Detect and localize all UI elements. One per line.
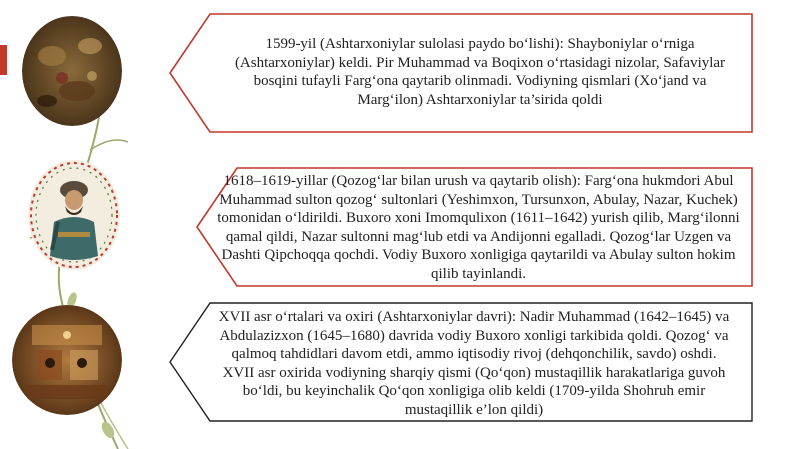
card-text: 1599-yil (Ashtarxoniylar sulolasi paydo bo‘lishi): Shayboniylar o‘rniga (Ashtarxoniylar) keldi. Pir Muhammad va Boqixon o‘rtasidagi nizolar, Safaviylar bosqini tufayli Farg‘ona qaytarib olinmadi. Vodiyning qismlari (Xo‘jand va Marg‘ilon) Ashtarxoniylar ta’sirida qoldi (234, 36, 726, 108)
info-card-xvii (170, 303, 752, 443)
historical-painting-image (22, 16, 122, 126)
card-text: 1618–1619-yillar (Qozog‘lar bilan urush va qaytarib olish): Farg‘ona hukmdori Abul Muhammad sulton qozog‘ sultonlari (Yeshimxon, Tursunxon, Abulay, Nazar, Kuchek) tomonidan o‘ldirildi. Buxoro xoni Imomqulixon (1611–1642) yurish qilib, Marg‘ilonni qamal qildi, Nazar sultonni mag‘lub etdi va Andijonni egalladi. Qozog‘lar Uzgen va Dashti Qipchoqqa qochdi. Vodiy Buxoro xonligiga qaytarildi va Abulay sulton hokim qilib tayinlandi. (217, 173, 740, 282)
miniature-painting-image (12, 305, 122, 415)
info-card-1599 (170, 14, 752, 132)
info-card-1618 (197, 168, 752, 286)
card-text: XVII asr o‘rtalari va oxiri (Ashtarxoniylar davri): Nadir Muhammad (1642–1645) va Abdulazizxon (1645–1680) davrida vodiy Buxoro xonligi tarkibida qoldi. Qozog‘ va qalmoq tahdidlari davom etdi, ammo iqtisodiy rivoj (dehqonchilik, savdo) oshdi. XVII asr oxirida vodiyning sharqiy qismi (Qo‘qon) mustaqillik harakatlariga guvoh bo‘ldi, bu keyinchalik Qo‘qon xonligiga olib keldi (1709-yilda Shohruh emir mustaqillik e’lon qildi) (218, 309, 730, 418)
portrait-image (28, 160, 120, 270)
